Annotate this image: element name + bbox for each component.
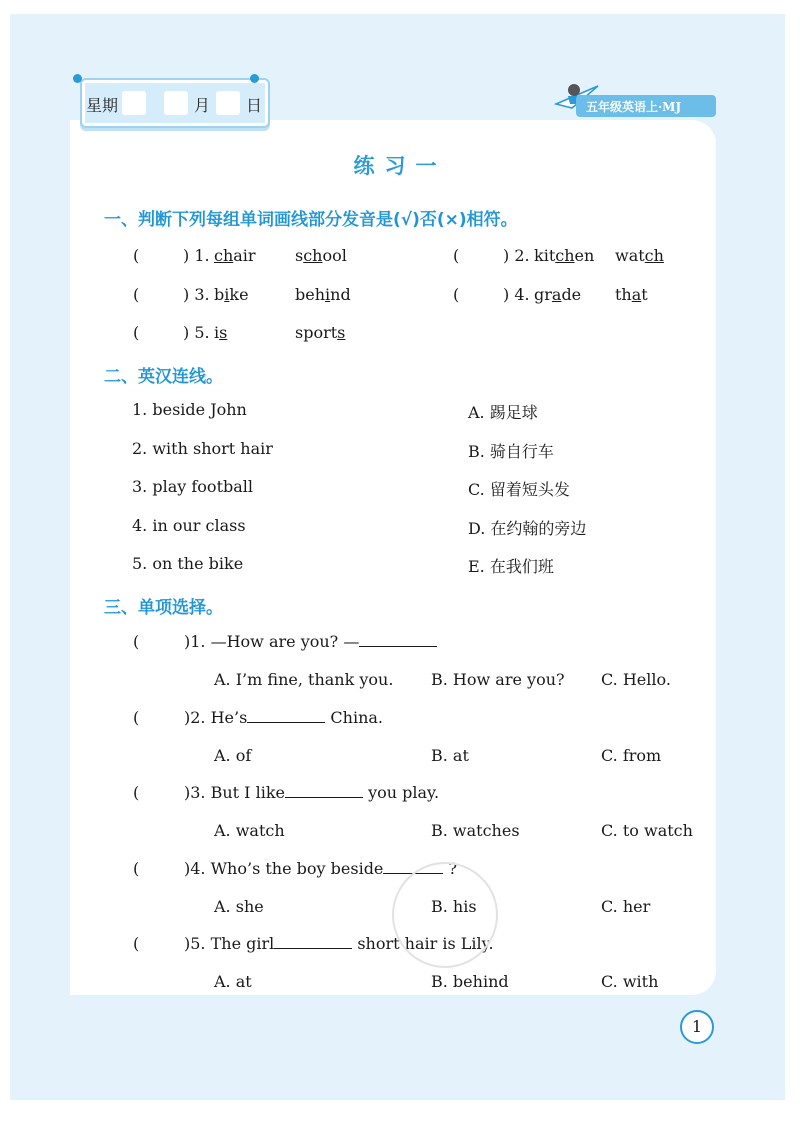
word-2: sports: [295, 323, 346, 342]
option-b: B. watches: [431, 821, 520, 840]
answer-paren-open[interactable]: (: [133, 783, 140, 802]
underlined-letters: i: [224, 285, 230, 304]
answer-paren-open[interactable]: (: [133, 632, 140, 651]
answer-blank[interactable]: [359, 632, 437, 647]
english-phrase: 5. on the bike: [132, 554, 244, 573]
underlined-letters: ch: [214, 246, 234, 265]
option-c: C. Hello.: [601, 670, 671, 689]
pin-icon: [250, 74, 259, 83]
word-2: that: [615, 285, 648, 304]
month-blank[interactable]: [164, 91, 188, 115]
underlined-letters: i: [325, 285, 331, 304]
weekday-label: 星期: [86, 96, 119, 115]
underlined-letters: a: [631, 285, 642, 304]
section2-heading: 二、英汉连线。: [104, 367, 223, 387]
watermark-stamp: [370, 850, 520, 980]
answer-paren-open[interactable]: (: [133, 934, 140, 953]
question-text: )3. But I like you play.: [184, 783, 440, 802]
word-2: behind: [295, 285, 351, 304]
day-label: 日: [246, 96, 263, 115]
word-2: watch: [615, 246, 664, 265]
date-box: [80, 78, 270, 128]
question-text: )1. —How are you? —: [184, 632, 437, 651]
item-number: ) 2.: [503, 246, 530, 265]
word-1: grade: [534, 285, 582, 304]
option-c: C. to watch: [601, 821, 693, 840]
item-number: ) 3.: [183, 285, 210, 304]
question-text: )4. Who’s the boy beside ?: [184, 858, 458, 878]
underlined-letters: ch: [303, 246, 323, 265]
pin-icon: [73, 74, 82, 83]
english-phrase: 2. with short hair: [132, 438, 273, 458]
word-1: bike: [214, 285, 249, 304]
answer-paren-open[interactable]: (: [133, 858, 140, 878]
grade-badge-text: 五年级英语上·MJ: [586, 100, 682, 114]
answer-blank[interactable]: [285, 783, 363, 798]
option-a: A. I’m fine, thank you.: [214, 670, 394, 689]
day-blank[interactable]: [216, 91, 240, 115]
page-number: 1: [680, 1010, 714, 1044]
answer-paren-open[interactable]: (: [453, 285, 460, 304]
option-a: A. watch: [214, 821, 285, 840]
page-title: 练习一: [353, 153, 447, 178]
item-number: ) 1.: [183, 246, 210, 265]
answer-blank[interactable]: [247, 708, 325, 723]
answer-paren-open[interactable]: (: [133, 285, 140, 304]
option-b: B. behind: [431, 972, 509, 991]
option-a: A. of: [214, 745, 252, 765]
underlined-letters: a: [551, 285, 562, 304]
underlined-letters: ch: [644, 246, 664, 265]
word-1: kitchen: [534, 246, 595, 265]
question-text: )2. He’s China.: [184, 707, 383, 727]
item-number: ) 4.: [503, 285, 530, 304]
answer-paren-open[interactable]: (: [133, 323, 140, 342]
question-text: )5. The girl short hair is Lily.: [184, 934, 494, 953]
option-a: A. she: [214, 896, 264, 916]
chinese-phrase: C. 留着短头发: [468, 480, 570, 499]
answer-paren-open[interactable]: (: [453, 246, 460, 265]
section1-heading: 一、判断下列每组单词画线部分发音是(√)否(×)相符。: [104, 210, 518, 230]
option-b: B. at: [431, 745, 469, 765]
answer-paren-open[interactable]: (: [133, 707, 140, 727]
english-phrase: 1. beside John: [132, 400, 247, 419]
underlined-letters: s: [337, 323, 346, 342]
chinese-phrase: E. 在我们班: [468, 557, 554, 576]
section3-heading: 三、单项选择。: [104, 598, 223, 618]
chinese-phrase: B. 骑自行车: [468, 441, 554, 461]
underlined-letters: s: [219, 323, 228, 342]
option-a: A. at: [214, 972, 252, 991]
option-b: B. How are you?: [431, 670, 565, 689]
answer-blank[interactable]: [274, 934, 352, 949]
option-c: C. from: [601, 745, 662, 765]
underlined-letters: ch: [555, 246, 575, 265]
english-phrase: 4. in our class: [132, 515, 246, 535]
word-2: school: [295, 246, 347, 265]
weekday-blank[interactable]: [122, 91, 146, 115]
option-c: C. her: [601, 896, 651, 916]
month-label: 月: [194, 96, 211, 115]
word-1: chair: [214, 246, 256, 265]
option-b: B. his: [431, 896, 477, 916]
option-c: C. with: [601, 972, 659, 991]
chinese-phrase: A. 踢足球: [468, 403, 538, 422]
chinese-phrase: D. 在约翰的旁边: [468, 518, 587, 538]
word-1: is: [214, 323, 228, 342]
answer-paren-open[interactable]: (: [133, 246, 140, 265]
english-phrase: 3. play football: [132, 477, 254, 496]
item-number: ) 5.: [183, 323, 210, 342]
